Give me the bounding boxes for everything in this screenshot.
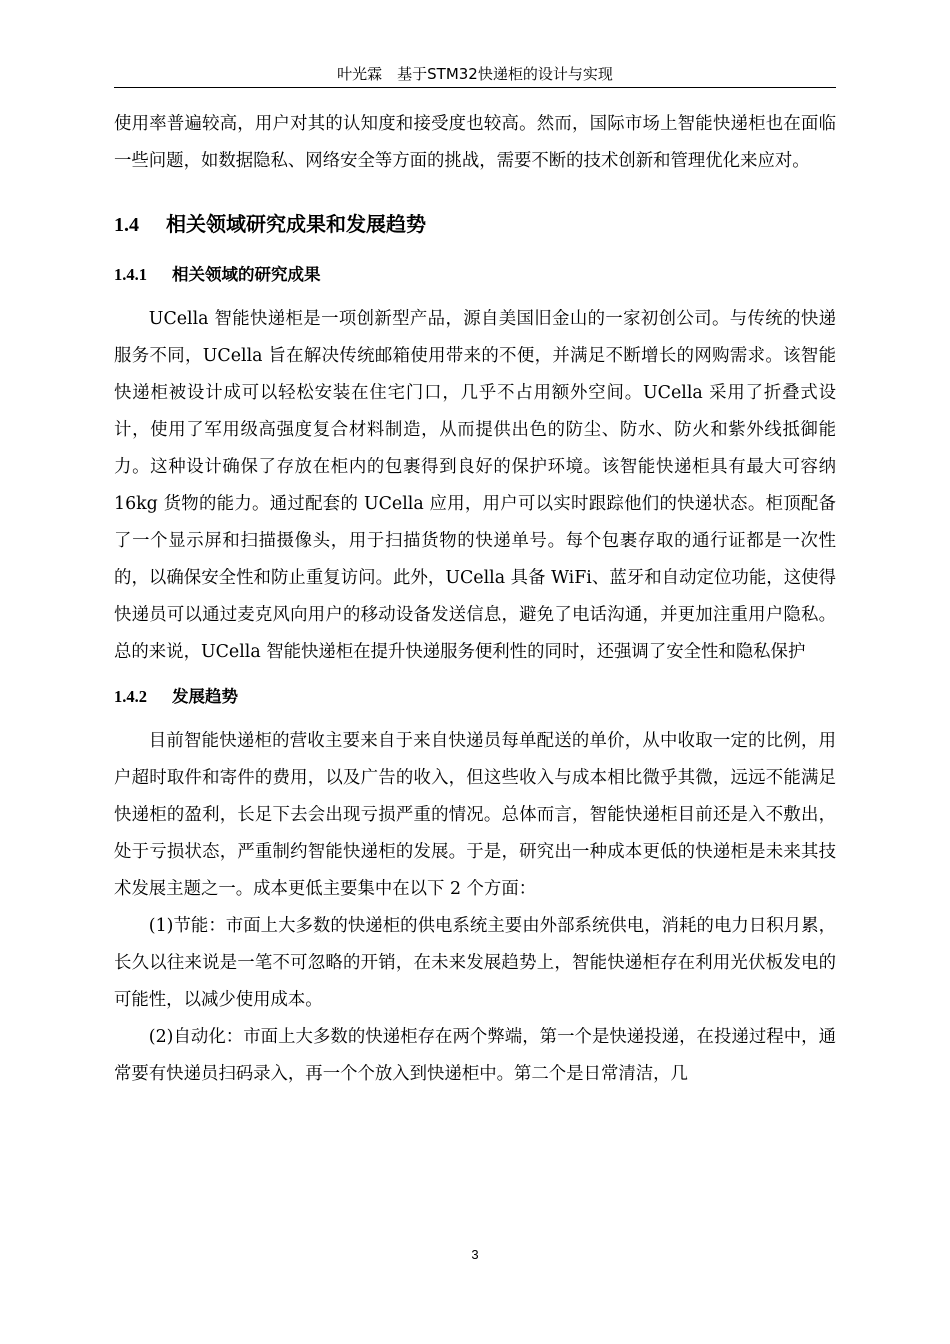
- header-rule: [114, 87, 836, 88]
- subsection-heading-1-4-1: [114, 259, 836, 291]
- subsection-title: 相关领域的研究成果: [172, 265, 321, 284]
- intro-paragraph: 使用率普遍较高，用户对其的认知度和接受度也较高。然而，国际市场上智能快递柜也在面临一些问题，如数据隐私、网络安全等方面的挑战，需要不断的技术创新和管理优化来应对。: [114, 114, 836, 171]
- ucella-paragraph: UCella 智能快递柜是一项创新型产品，源自美国旧金山的一家初创公司。与传统的快递服务不同，UCella 旨在解决传统邮箱使用带来的不便，并满足不断增长的网购需求。该智能快递柜被设计成可以轻松安装在住宅门口，几乎不占用额外空间。UCella 采用了折叠式设计，使用了军用级高强度复合材料制造，从而提供出色的防尘、防水、防火和紫外线抵御能力。这种设计确保了存放在柜内的包裹得到良好的保护环境。该智能快递柜具有最大可容纳 16kg 货物的能力。通过配套的 UCella 应用，用户可以实时跟踪他们的快递状态。柜顶配备了一个显示屏和扫描摄像头，用于扫描货物的快递单号。每个包裹存取的通行证都是一次性的，以确保安全性和防止重复访问。此外，UCella 具备 WiFi、蓝牙和自动定位功能，这使得快递员可以通过麦克风向用户的移动设备发送信息，避免了电话沟通，并更加注重用户隐私。总的来说，UCella 智能快递柜在提升快递服务便利性的同时，还强调了安全性和隐私保护: [114, 309, 836, 662]
- page-body: [114, 106, 836, 1093]
- subsection-number: 1.4.1: [114, 265, 147, 284]
- section-heading-1-4: [114, 204, 836, 245]
- section-number: 1.4: [114, 214, 139, 236]
- page-header: 叶光霖 基于STM32快递柜的设计与实现: [337, 65, 613, 83]
- automation-paragraph: (2)自动化：市面上大多数的快递柜存在两个弊端，第一个是快递投递，在投递过程中，通常要有快递员扫码录入，再一个个放入到快递柜中。第二个是日常清洁，几: [114, 1027, 836, 1084]
- section-title: 相关领域研究成果和发展趋势: [166, 212, 426, 236]
- subsection-title: 发展趋势: [172, 687, 238, 706]
- page-number: 3: [471, 1247, 479, 1262]
- subsection-heading-1-4-2: [114, 681, 836, 713]
- trend-paragraph: 目前智能快递柜的营收主要来自于来自快递员每单配送的单价，从中收取一定的比例，用户超时取件和寄件的费用，以及广告的收入，但这些收入与成本相比微乎其微，远远不能满足快递柜的盈利，长足下去会出现亏损严重的情况。总体而言，智能快递柜目前还是入不敷出，处于亏损状态，严重制约智能快递柜的发展。于是，研究出一种成本更低的快递柜是未来其技术发展主题之一。成本更低主要集中在以下 2 个方面：: [114, 731, 836, 899]
- subsection-number: 1.4.2: [114, 687, 147, 706]
- energy-paragraph: (1)节能：市面上大多数的快递柜的供电系统主要由外部系统供电，消耗的电力日积月累，长久以往来说是一笔不可忽略的开销，在未来发展趋势上，智能快递柜存在利用光伏板发电的可能性，以减少使用成本。: [114, 916, 836, 1010]
